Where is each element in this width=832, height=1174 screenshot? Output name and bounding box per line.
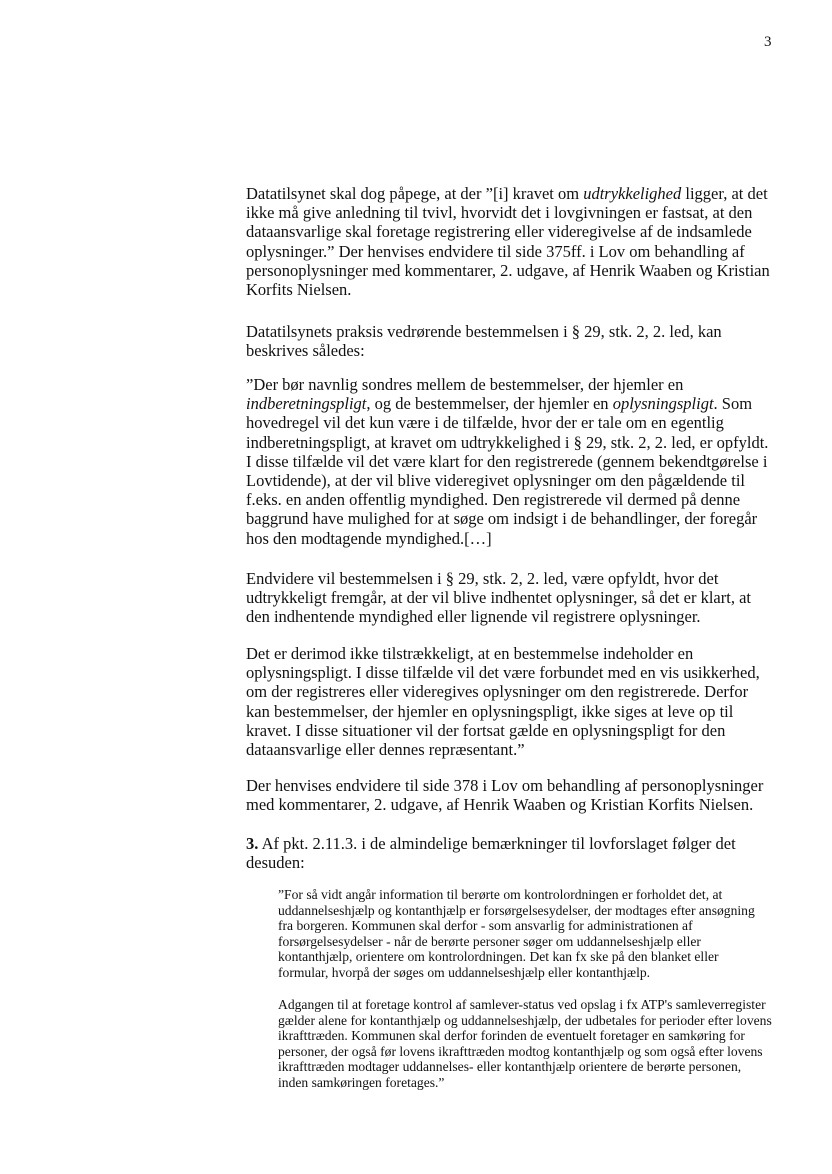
- section-number: 3.: [246, 834, 259, 853]
- paragraph-text: Det er derimod ikke tilstrækkeligt, at en bestemmelse indeholder en oplysningspligt. I disse tilfælde vil det være forbundet med en vis usikkerhed, om der registreres eller videregives oplysninger om den registrerede. Derfor kan bestemmelser, der hjemler en oplysningspligt, ikke siges at leve op til kravet. I disse situationer vil der fortsat gælde en oplysningspligt for den dataansvarlige eller dennes repræsentant.”: [246, 644, 760, 760]
- paragraph-oplysningspligt: [246, 644, 776, 759]
- text-run: , og de bestemmelser, der hjemler en: [366, 394, 613, 414]
- block-quote-information: [278, 887, 772, 981]
- paragraph-henvisning: [246, 776, 776, 814]
- emphasis-text: oplysningspligt: [612, 394, 714, 414]
- emphasis-text: indberetningspligt: [246, 394, 367, 414]
- paragraph-udtrykkelighed: [246, 184, 776, 299]
- paragraph-text: Datatilsynets praksis vedrørende bestemmelsen i § 29, stk. 2, 2. led, kan beskrives således:: [246, 322, 722, 361]
- text-run: ligger, at det ikke må give anledning til tvivl, hvorvidt det i lovgivningen er fastsat, at den dataansvarlige skal foretage registrering eller videregivelse af de indsamlede oplysninger.” Der henvises endvidere til side 375ff. i Lov om behandling af personoplysninger med kommentarer, 2. udgave, af Henrik Waaben og Kristian Korfits Nielsen.: [246, 184, 770, 300]
- paragraph-section-3: [246, 834, 776, 872]
- block-quote-kontrol: [278, 997, 772, 1091]
- paragraph-indhentet: [246, 569, 776, 627]
- quote-text: ”For så vidt angår information til berørte om kontrolordningen er forholdet det, at uddannelseshjælp og kontanthjælp er forsørgelsesydelser, der modtages efter ansøgning fra borgeren. Kommunen skal derfor - som ansvarlig for administrationen af forsørgelsesydelser - når de berørte personer søger om uddannelseshjælp eller kontanthjælp, orientere om kontrolordningen. Det kan fx ske på den blanket eller formular, hvorpå der søges om uddannelseshjælp eller kontanthjælp.: [278, 887, 755, 980]
- paragraph-text: Der henvises endvidere til side 378 i Lov om behandling af personoplysninger med kommentarer, 2. udgave, af Henrik Waaben og Kristian Korfits Nielsen.: [246, 776, 764, 815]
- paragraph-text: [246, 184, 776, 299]
- paragraph-text: [246, 834, 776, 872]
- paragraph-text: Endvidere vil bestemmelsen i § 29, stk. 2, 2. led, være opfyldt, hvor det udtrykkeligt fremgår, at der vil blive indhentet oplysninger, så det er klart, at den indhentende myndighed eller lignende vil registrere oplysninger.: [246, 569, 751, 627]
- paragraph-praksis: [246, 322, 776, 360]
- page-number: 3: [764, 34, 772, 50]
- quote-text: Adgangen til at foretage kontrol af samlever-status ved opslag i fx ATP's samleverregister gælder alene for kontanthjælp og uddannelseshjælp, der udbetales for perioder efter lovens ikrafttræden. Kommunen skal derfor forinden de eventuelt foretager en samkøring for personer, der også før lovens ikrafttræden modtog kontanthjælp og som også efter lovens ikrafttræden modtager uddannelses- eller kontanthjælp orientere de berørte personen, inden samkøringen foretages.”: [278, 997, 772, 1090]
- text-run: ”Der bør navnlig sondres mellem de bestemmelser, der hjemler en: [246, 375, 684, 394]
- paragraph-text: [246, 375, 776, 548]
- emphasis-text: udtrykkelighed: [583, 184, 682, 203]
- text-run: Af pkt. 2.11.3. i de almindelige bemærkninger til lovforslaget følger det desuden:: [246, 834, 736, 873]
- paragraph-quote-start: [246, 375, 776, 548]
- text-run: . Som hovedregel vil det kun være i de tilfælde, hvor der er tale om en egentlig indberetningspligt, at kravet om udtrykkelighed i § 29, stk. 2, 2. led, er opfyldt. I disse tilfælde vil det være klart for den registrerede (gennem bekendtgørelse i Lovtidende), at der vil blive videregivet oplysninger om den pågældende til f.eks. en anden offentlig myndighed. Den registrerede vil dermed på denne baggrund have mulighed for at søge om indsigt i de behandlinger, der foregår hos den modtagende myndighed.[…]: [246, 394, 769, 548]
- text-run: Datatilsynet skal dog påpege, at der ”[i] kravet om: [246, 184, 584, 203]
